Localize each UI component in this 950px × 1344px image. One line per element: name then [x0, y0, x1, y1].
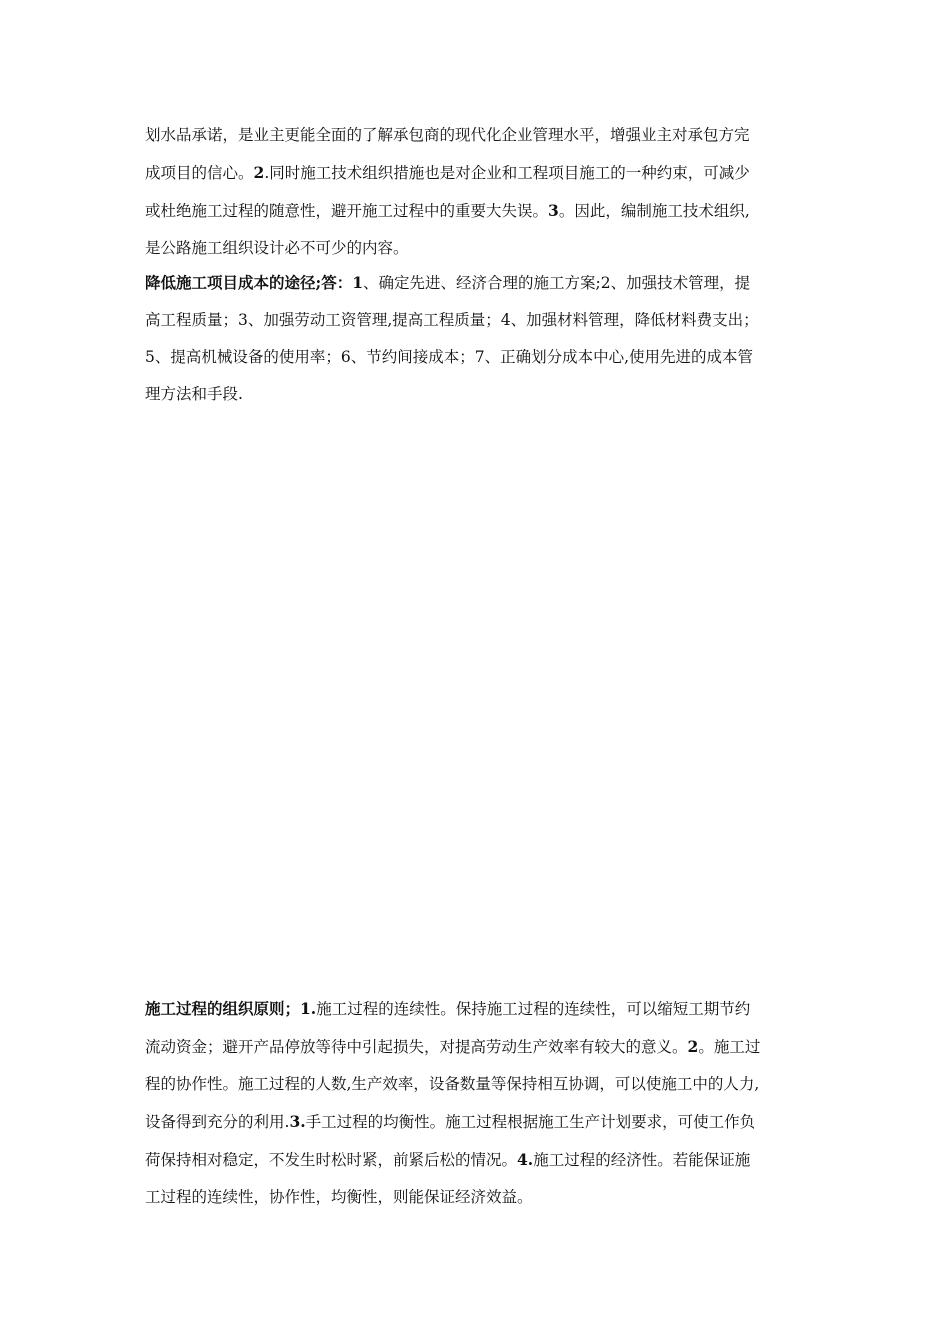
bold-text-run: 1. [300, 999, 317, 1018]
text-run: 荷保持相对稳定，不发生时松时紧，前紧后松的情况。 [145, 1151, 518, 1169]
text-run: 。施工过 [698, 1038, 761, 1056]
text-line [145, 264, 810, 302]
text-run: 设备得到充分的利用. [145, 1113, 290, 1131]
bold-text-run: 降低施工项目成本的途径;答： [145, 273, 353, 292]
bold-text-run: 2 [687, 1037, 699, 1056]
text-run: 成项目的信心。 [145, 164, 254, 182]
text-run: 高工程质量；3、加强劳动工资管理,提高工程质量；4、加强材料管理，降低材料费支出； [145, 311, 759, 329]
text-line [145, 1103, 810, 1141]
text-line [145, 117, 810, 154]
text-run: 。因此，编制施工技术组织, [558, 202, 750, 220]
bold-text-run: 施工过程的组织原则； [145, 999, 301, 1018]
text-run: 、确定先进、经济合理的施工方案;2、加强技术管理，提 [363, 274, 751, 292]
bold-text-run: 3 [548, 201, 559, 220]
text-line [145, 192, 810, 230]
paragraph-construction-measures [145, 117, 810, 267]
text-run: 工过程的连续性，协作性，均衡性，则能保证经济效益。 [145, 1188, 533, 1206]
text-line [145, 376, 810, 413]
text-line [145, 1028, 810, 1066]
text-run: 程的协作性。施工过程的人数,生产效率，设备数量等保持相互协调，可以使施工中的人力, [145, 1075, 760, 1093]
text-run: 流动资金；避开产品停放等待中引起损失，对提高劳动生产效率有较大的意义。 [145, 1038, 688, 1056]
text-run: .同时施工技术组织措施也是对企业和工程项目施工的一种约束，可减少 [264, 164, 750, 182]
text-run: 是公路施工组织设计必不可少的内容。 [145, 239, 409, 257]
text-line [145, 990, 810, 1028]
paragraph-cost-reduction [145, 264, 810, 413]
text-line [145, 1066, 810, 1103]
text-run: 或杜绝施工过程的随意性，避开施工过程中的重要大失误。 [145, 202, 549, 220]
text-run: 施工过程的经济性。若能保证施 [533, 1151, 751, 1169]
text-line [145, 1179, 810, 1216]
text-run: 理方法和手段. [145, 385, 243, 403]
bold-text-run: 3. [289, 1112, 306, 1131]
bold-text-run: 2 [253, 163, 265, 182]
text-line [145, 154, 810, 192]
text-line [145, 339, 810, 376]
paragraph-organization-principles [145, 990, 810, 1216]
bold-text-run: 1 [352, 273, 364, 292]
text-line [145, 230, 810, 267]
text-run: 5、提高机械设备的使用率；6、节约间接成本；7、正确划分成本中心,使用先进的成本管 [145, 348, 754, 366]
text-run: 施工过程的连续性。保持施工过程的连续性，可以缩短工期节约 [316, 1000, 751, 1018]
text-run: 划水品承诺，是业主更能全面的了解承包商的现代化企业管理水平，增强业主对承包方完 [145, 126, 750, 144]
text-line [145, 1141, 810, 1179]
bold-text-run: 4. [517, 1150, 534, 1169]
text-run: 手工过程的均衡性。施工过程根据施工生产计划要求，可使工作负 [305, 1113, 756, 1131]
text-line [145, 302, 810, 339]
